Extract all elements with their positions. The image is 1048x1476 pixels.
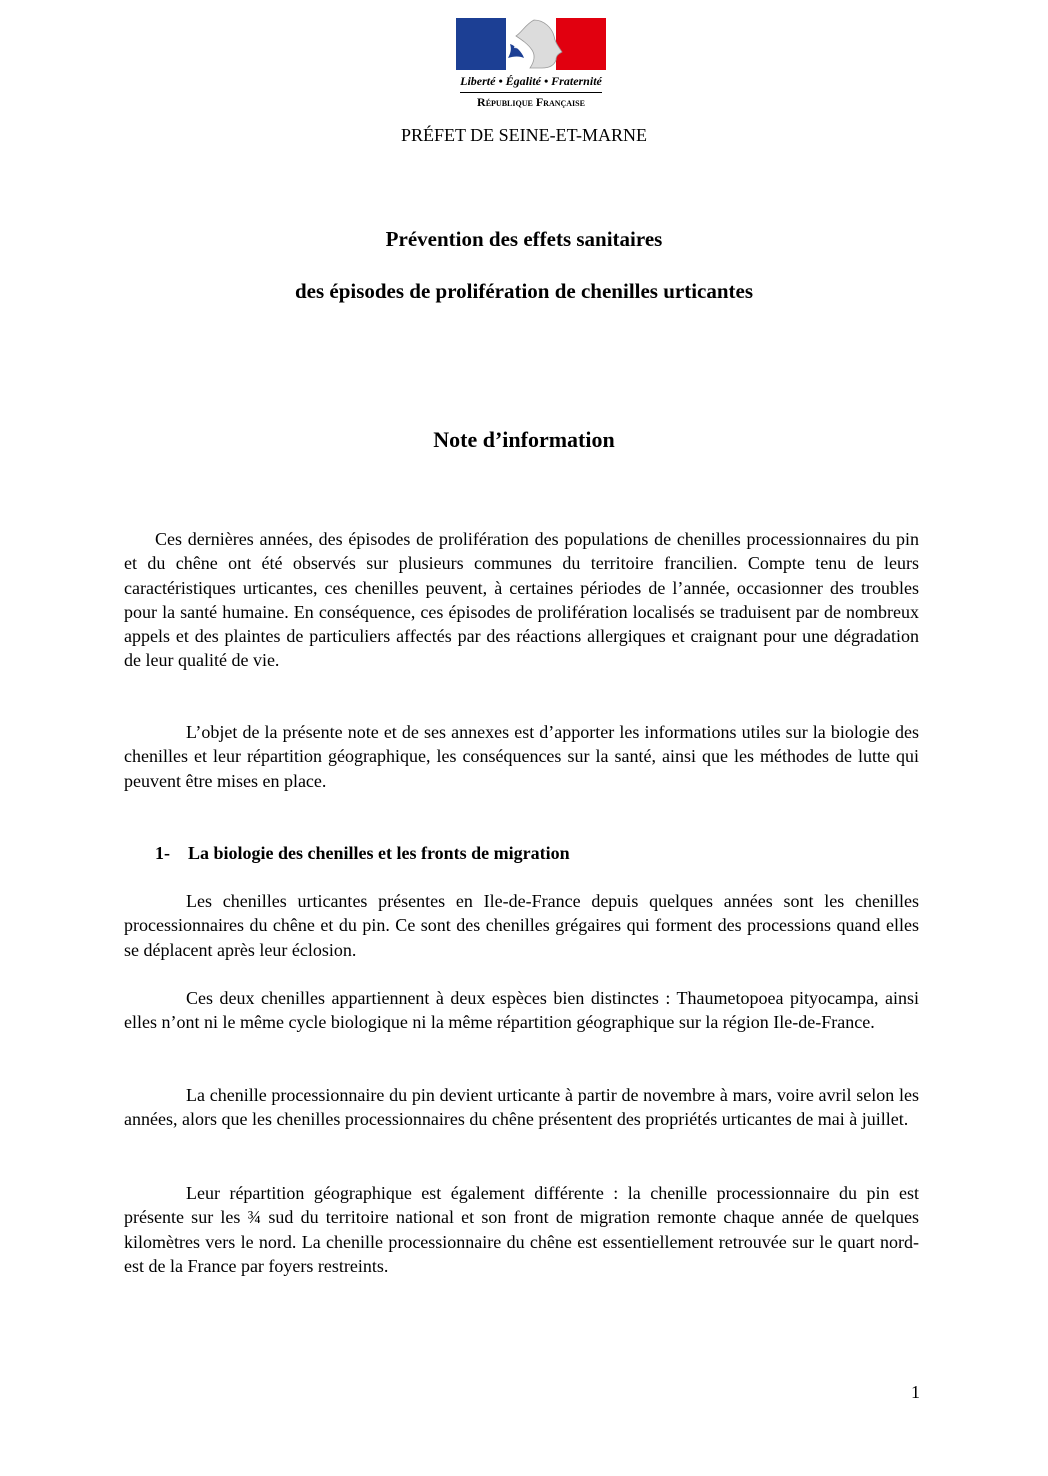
prefecture-name: PRÉFET DE SEINE-ET-MARNE: [400, 125, 647, 145]
republic-motto: Liberté • Égalité • Fraternité: [460, 74, 602, 88]
document-title-line-1: Prévention des effets sanitaires: [385, 227, 663, 251]
section-paragraph: Leur répartition géographique est également différente : la chenille processionnaire du pin est présente sur les ¾ sud du territoire national et son front de migration remonte chaque année de quelques kilomètres vers le nord. La chenille processionnaire du chêne est essentiellement retrouvée sur le quart nord-est de la France par foyers restreints.: [124, 1183, 919, 1276]
section-paragraph: Ces deux chenilles appartiennent à deux espèces bien distinctes : Thaumetopoea pityocampa, ainsi elles n’ont ni le même cycle biologique ni la même répartition géographique sur la région Ile-de-France.: [124, 988, 919, 1033]
marianne-flag-icon: [456, 18, 606, 70]
republique-francaise-label: République Française: [477, 95, 585, 109]
section-paragraph: Les chenilles urticantes présentes en Ile-de-France depuis quelques années sont les chenilles processionnaires du chêne et du pin. Ce sont des chenilles grégaires qui forment des processions quand elles se déplacent après leur éclosion.: [124, 891, 919, 960]
note-heading: Note d’information: [433, 427, 615, 452]
section-paragraph: La chenille processionnaire du pin devient urticante à partir de novembre à mars, voire avril selon les années, alors que les chenilles processionnaires du chêne présentent des propriétés urticantes de mai à juillet.: [124, 1085, 919, 1130]
section-number: 1-: [155, 843, 170, 863]
section-title: La biologie des chenilles et les fronts de migration: [188, 843, 570, 863]
page-number: 1: [911, 1382, 920, 1402]
purpose-paragraph: L’objet de la présente note et de ses annexes est d’apporter les informations utiles sur la biologie des chenilles et leur répartition géographique, les conséquences sur la santé, ainsi que les méthodes de lutte qui peuvent être mises en place.: [124, 722, 919, 791]
document-title-line-2: des épisodes de prolifération de chenilles urticantes: [294, 279, 754, 303]
marianne-logo: [456, 18, 606, 110]
section-1-heading: [155, 843, 570, 864]
logo-divider: [460, 92, 602, 93]
intro-paragraph: Ces dernières années, des épisodes de prolifération des populations de chenilles processionnaires du pin et du chêne ont été observés sur plusieurs communes du territoire francilien. Compte tenu de leurs caractéristiques urticantes, ces chenilles peuvent, à certaines périodes de l’année, occasionner des troubles pour la santé humaine. En conséquence, ces épisodes de prolifération localisés se traduisent par de nombreux appels et des plaintes de particuliers affectés par des réactions allergiques et craignant pour une dégradation de leur qualité de vie.: [124, 529, 919, 671]
